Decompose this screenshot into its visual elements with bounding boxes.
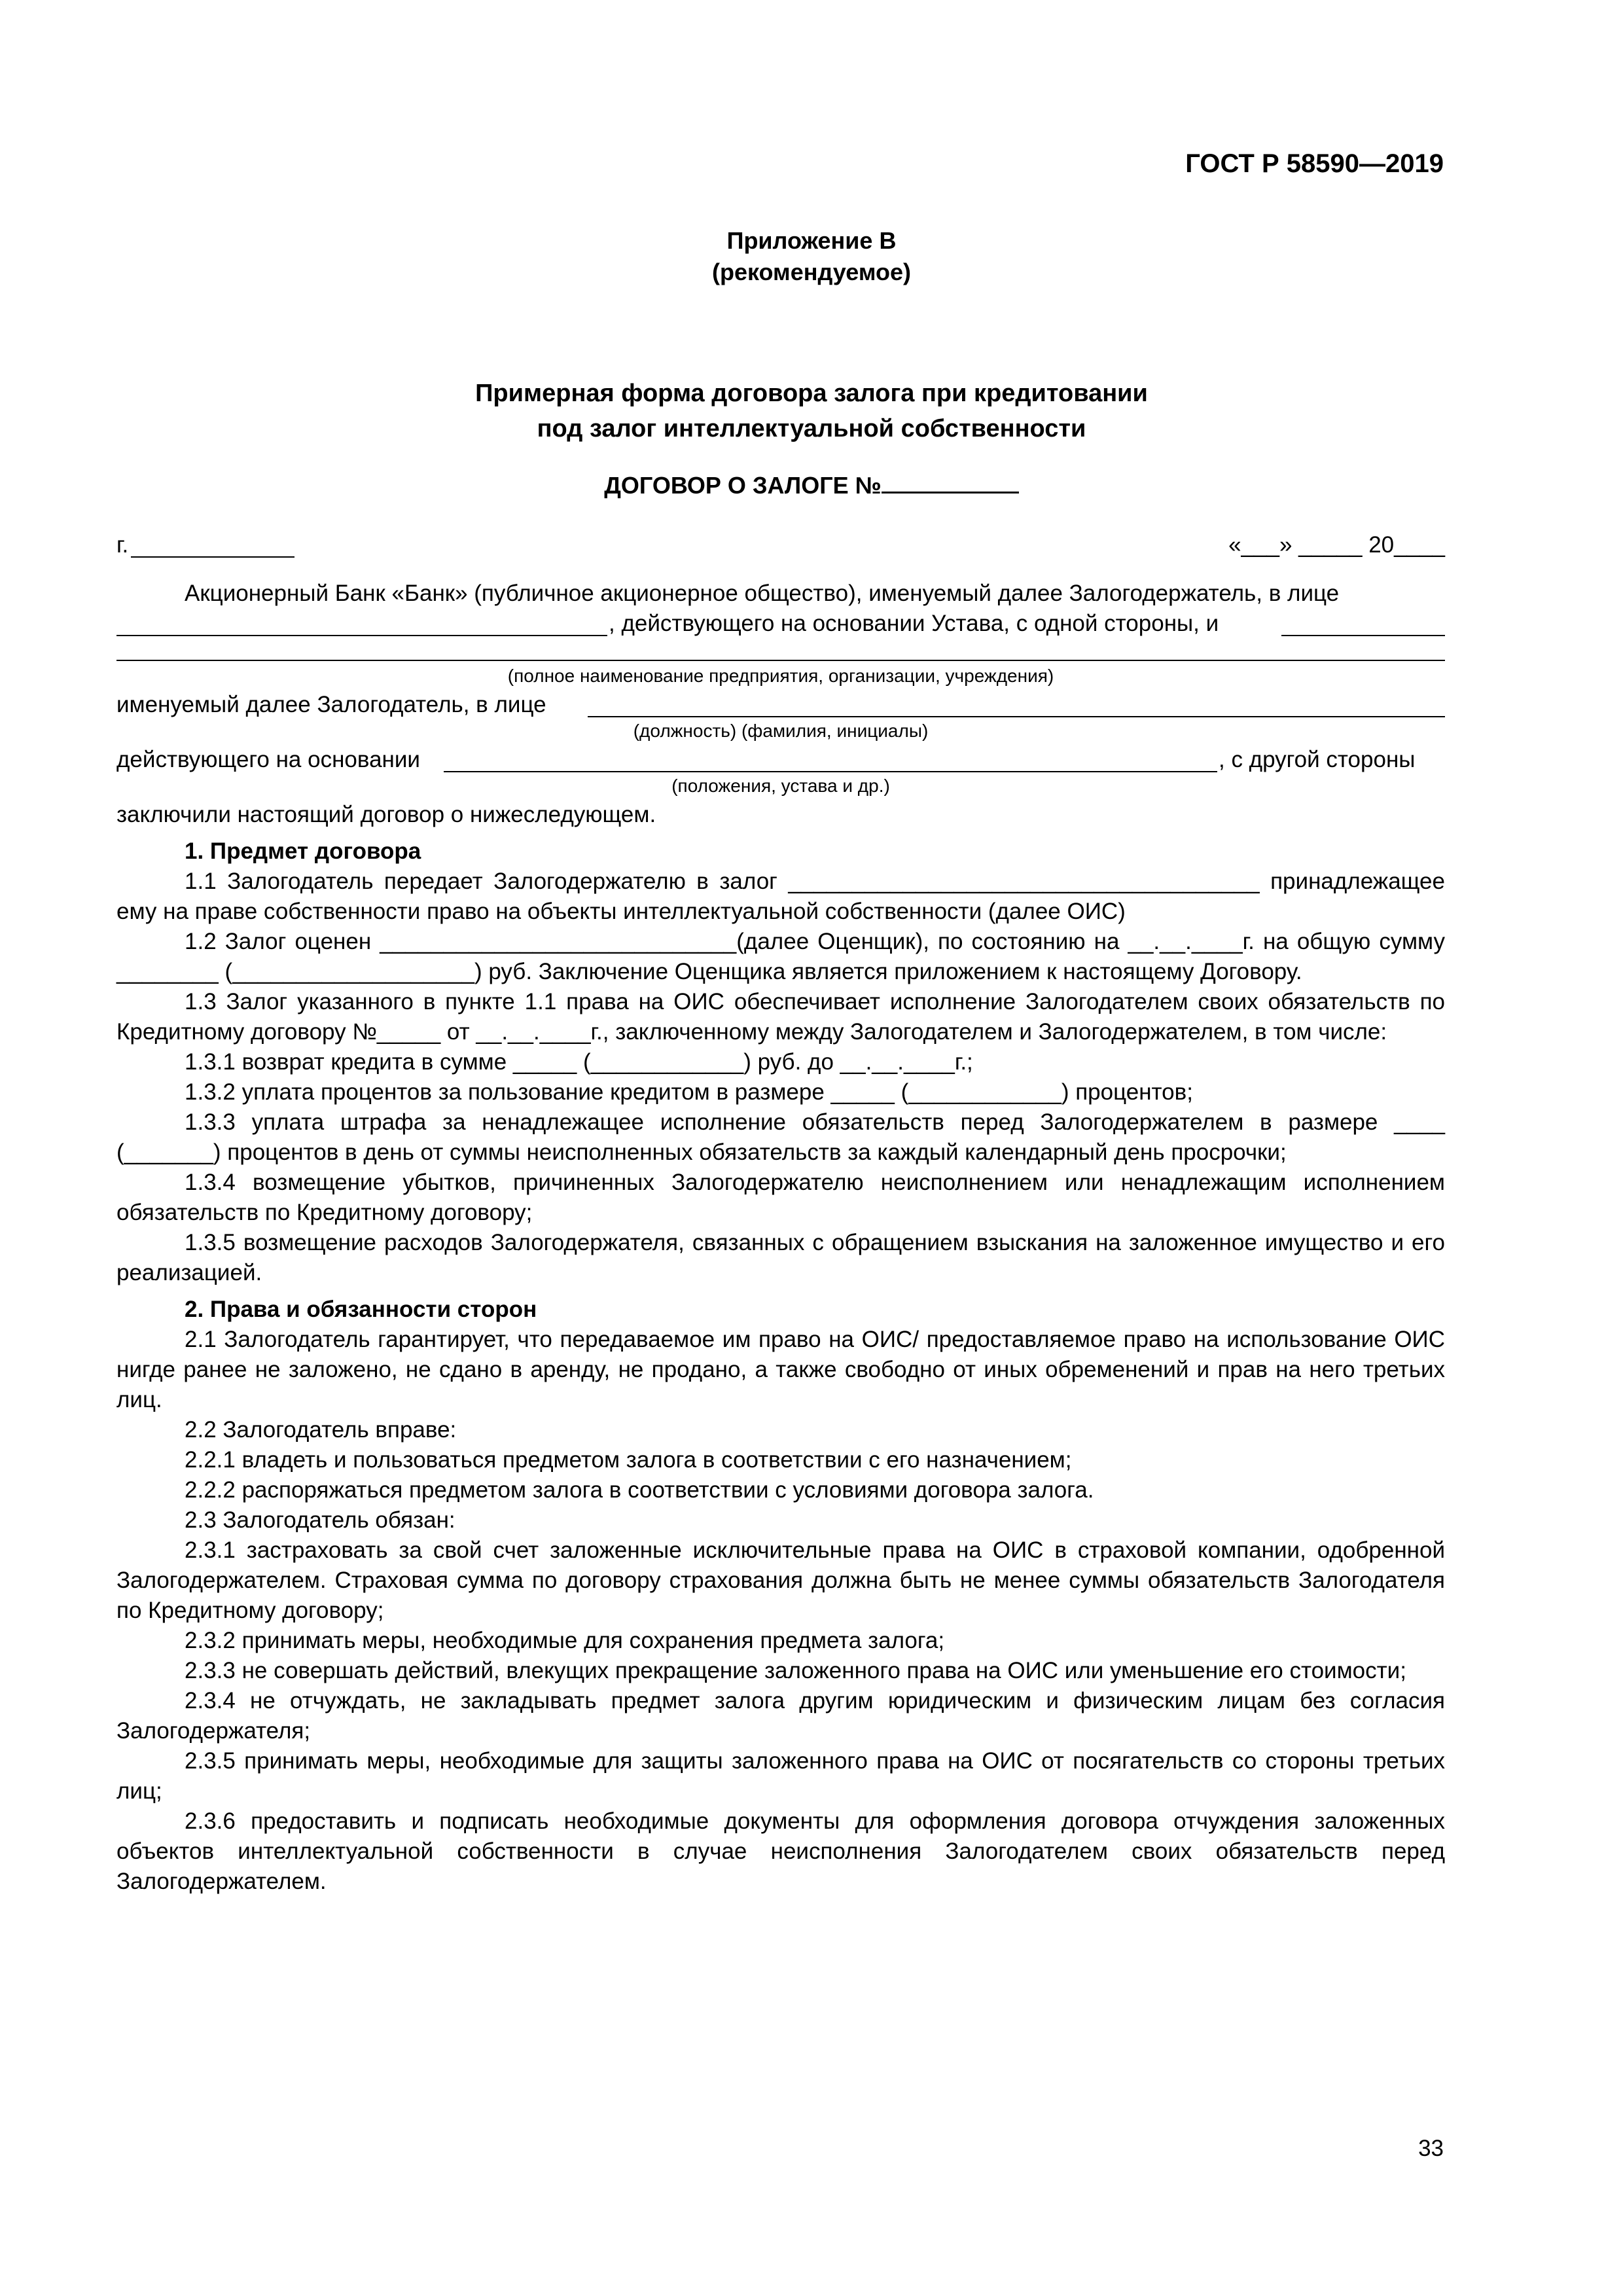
- title-line-1: Примерная форма договора залога при кредитовании: [475, 380, 1148, 407]
- representative-blank: [116, 614, 607, 636]
- contract-number-blank: [882, 471, 1019, 493]
- city-prefix: г.: [116, 532, 129, 558]
- clause-2-3-2: 2.3.2 принимать меры, необходимые для сохранения предмета залога;: [185, 1628, 945, 1653]
- pledgor-full-line: [116, 639, 1445, 665]
- clause-1-3-4: 1.3.4 возмещение убытков, причиненных Залогодержателю неисполнением или ненадлежащим исполнением обязательств по Кредитному договору;: [116, 1170, 1445, 1225]
- clause-1-1: 1.1 Залогодатель передает Залогодержателю в залог _____________________________________ принадлежащее ему на праве собственности право на объекты интеллектуальной собственности (далее ОИС): [116, 869, 1445, 924]
- contract-label: ДОГОВОР О ЗАЛОГЕ №: [604, 472, 882, 499]
- clause-2-3-1: 2.3.1 застраховать за свой счет заложенные исключительные права на ОИС в страховой компании, одобренной Залогодержателем. Страховая сумма по договору страхования должна быть не менее суммы обязательств Залогодателя по Кредитному договору;: [116, 1537, 1445, 1623]
- section-1-heading: 1. Предмет договора: [185, 838, 421, 864]
- parties-text-4-end: , с другой стороны: [1219, 747, 1416, 772]
- date-row: [116, 530, 1445, 560]
- title-line-2: под залог интеллектуальной собственности: [537, 415, 1086, 442]
- clause-1-3: 1.3 Залог указанного в пункте 1.1 права на ОИС обеспечивает исполнение Залогодателем своих обязательств по Кредитному договору №_____ от __.__.____г., заключенному между Залогодателем и Залогодержателем, в том числе:: [116, 989, 1445, 1045]
- parties-text-3: именуемый далее Залогодатель, в лице: [116, 692, 546, 717]
- clause-2-3-6: 2.3.6 предоставить и подписать необходимые документы для оформления договора отчуждения заложенных объектов интеллектуальной собственности в случае неисполнения Залогодателем своих обязательств перед Залогодержателем.: [116, 1808, 1445, 1894]
- pledgor-full-name-blank: [116, 640, 1445, 661]
- section-2-heading: 2. Права и обязанности сторон: [185, 1297, 537, 1322]
- clause-1-2: 1.2 Залог оценен ____________________________(далее Оценщик), по состоянию на __.__.____г. на общую сумму ________ (___________________) руб. Заключение Оценщика является приложением к настоящему Договору.: [116, 929, 1445, 984]
- clause-2-3: 2.3 Залогодатель обязан:: [185, 1507, 455, 1533]
- clause-1-3-2: 1.3.2 уплата процентов за пользование кредитом в размере _____ (____________) процентов;: [185, 1079, 1193, 1105]
- clause-2-2-1: 2.2.1 владеть и пользоваться предметом залога в соответствии с его назначением;: [185, 1447, 1072, 1473]
- pledgor-name-blank: [1281, 614, 1445, 636]
- parties-text-4: действующего на основании: [116, 747, 420, 772]
- document-body: [116, 530, 1445, 1897]
- parties-paragraph-5: заключили настоящий договор о нижеследующем.: [116, 802, 656, 827]
- clause-2-3-3: 2.3.3 не совершать действий, влекущих прекращение заложенного права на ОИС или уменьшение его стоимости;: [185, 1658, 1406, 1683]
- clause-1-3-3: 1.3.3 уплата штрафа за ненадлежащее исполнение обязательств перед Залогодержателем в размере ____ (_______) процентов в день от суммы неисполненных обязательств за каждый календарный день просрочки;: [116, 1109, 1445, 1165]
- parties-line-2: [116, 609, 1445, 639]
- clause-2-2-2: 2.2.2 распоряжаться предметом залога в соответствии с условиями договора залога.: [185, 1477, 1094, 1503]
- clause-2-1: 2.1 Залогодатель гарантирует, что передаваемое им право на ОИС/ предоставляемое право на использование ОИС нигде ранее не заложено, не сдано в аренду, не продано, а также свободно от иных обременений и прав на него третьих лиц.: [116, 1327, 1445, 1412]
- document-code: ГОСТ Р 58590—2019: [1185, 149, 1444, 178]
- appendix-status: (рекомендуемое): [712, 259, 911, 285]
- pledgor-rep-blank: [588, 695, 1445, 717]
- appendix-label: Приложение В: [726, 227, 897, 254]
- clause-1-3-1: 1.3.1 возврат кредита в сумме _____ (____________) руб. до __.__.____г.;: [185, 1049, 973, 1075]
- appendix-heading: [0, 225, 1623, 288]
- clause-2-3-5: 2.3.5 принимать меры, необходимые для защиты заложенного права на ОИС от посягательств со стороны третьих лиц;: [116, 1748, 1445, 1804]
- parties-text-2: , действующего на основании Устава, с одной стороны, и: [609, 611, 1219, 636]
- city-blank: [131, 535, 294, 558]
- caption-basis: (положения, устава и др.): [671, 776, 890, 796]
- parties-paragraph-1: Акционерный Банк «Банк» (публичное акционерное общество), именуемый далее Залогодержатель, в лице: [185, 581, 1340, 606]
- contract-heading: [0, 470, 1623, 501]
- clause-1-3-5: 1.3.5 возмещение расходов Залогодержателя, связанных с обращением взыскания на заложенное имущество и его реализацией.: [116, 1230, 1445, 1285]
- date-field: «___» _____ 20____: [1228, 532, 1445, 558]
- clause-2-2: 2.2 Залогодатель вправе:: [185, 1417, 457, 1443]
- pledgor-rep-line: [116, 690, 1445, 720]
- clause-2-3-4: 2.3.4 не отчуждать, не закладывать предмет залога другим юридическим и физическим лицам без согласия Залогодержателя;: [116, 1688, 1445, 1744]
- page-number: 33: [1418, 2136, 1444, 2161]
- document-title: [0, 376, 1623, 446]
- caption-position-name: (должность) (фамилия, инициалы): [633, 721, 929, 741]
- caption-organization: (полное наименование предприятия, организации, учреждения): [507, 666, 1054, 686]
- basis-blank: [444, 750, 1217, 772]
- basis-line: [116, 745, 1445, 775]
